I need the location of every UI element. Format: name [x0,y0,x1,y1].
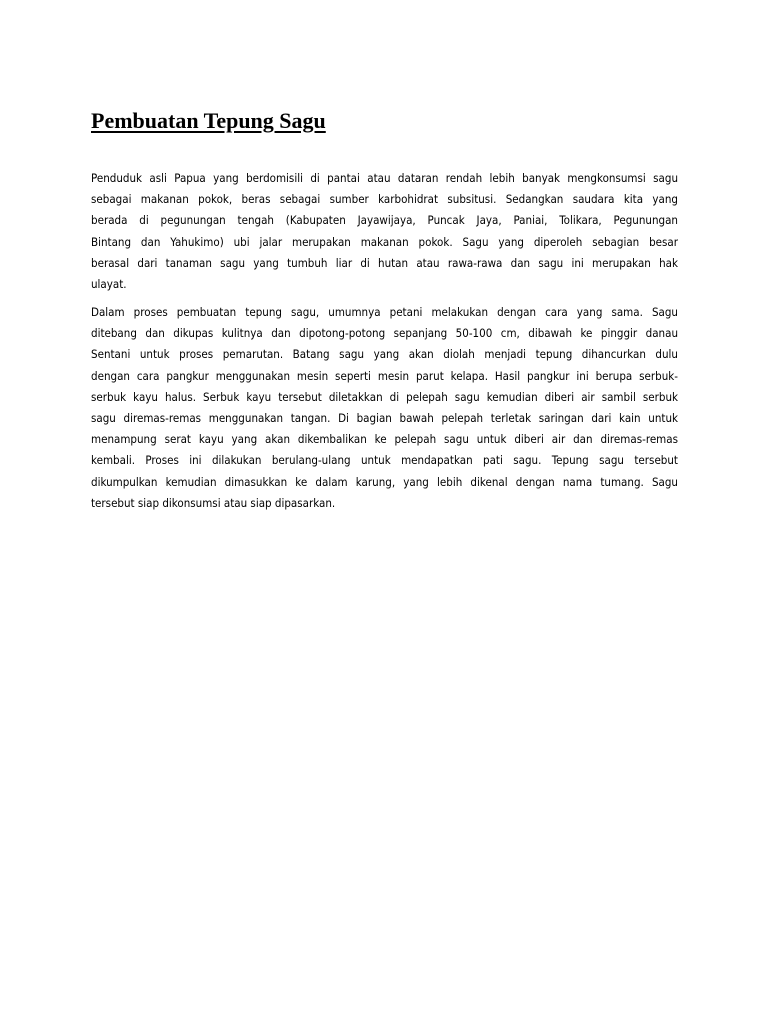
paragraph-line: menampung serat kayu yang akan dikembalikan ke pelepah sagu untuk diberi air dan diremas-remas [91,432,678,447]
paragraph-line: berasal dari tanaman sagu yang tumbuh liar di hutan atau rawa-rawa dan sagu ini merupakan hak [91,255,678,270]
paragraph-line: tersebut siap dikonsumsi atau siap dipasarkan. [91,495,336,510]
paragraph-line: dengan cara pangkur menggunakan mesin seperti mesin parut kelapa. Hasil pangkur ini berupa serbuk- [91,368,678,383]
paragraph-2 [91,302,678,514]
paragraph-line: kembali. Proses ini dilakukan berulang-ulang untuk mendapatkan pati sagu. Tepung sagu tersebut [91,453,678,468]
paragraph-line: Bintang dan Yahukimo) ubi jalar merupakan makanan pokok. Sagu yang diperoleh sebagian besar [91,234,678,249]
paragraph-line: Dalam proses pembuatan tepung sagu, umumnya petani melakukan dengan cara yang sama. Sagu [91,305,678,319]
paragraph-line: sagu diremas-remas menggunakan tangan. Di bagian bawah pelepah terletak saringan dari kain untuk [91,411,678,426]
paragraph-line: dikumpulkan kemudian dimasukkan ke dalam karung, yang lebih dikenal dengan nama tumang. Sagu [91,474,678,489]
paragraph-line: Penduduk asli Papua yang berdomisili di pantai atau dataran rendah lebih banyak mengkonsumsi sagu [91,171,678,185]
paragraph-line: ulayat. [91,277,127,292]
paragraph-line: ditebang dan dikupas kulitnya dan dipotong-potong sepanjang 50-100 cm, dibawah ke pinggir danau [91,326,678,341]
paragraph-line: sebagai makanan pokok, beras sebagai sumber karbohidrat subsitusi. Sedangkan saudara kita yang [91,192,678,207]
paragraph-1 [91,168,678,295]
paragraph-line: berada di pegunungan tengah (Kabupaten Jayawijaya, Puncak Jaya, Paniai, Tolikara, Pegunungan [91,213,678,228]
paragraph-line: Sentani untuk proses pemarutan. Batang sagu yang akan diolah menjadi tepung dihancurkan dulu [91,347,678,362]
document-title: Pembuatan Tepung Sagu [91,108,326,133]
paragraph-line: serbuk kayu halus. Serbuk kayu tersebut diletakkan di pelepah sagu kemudian diberi air sambil serbuk [91,389,678,404]
